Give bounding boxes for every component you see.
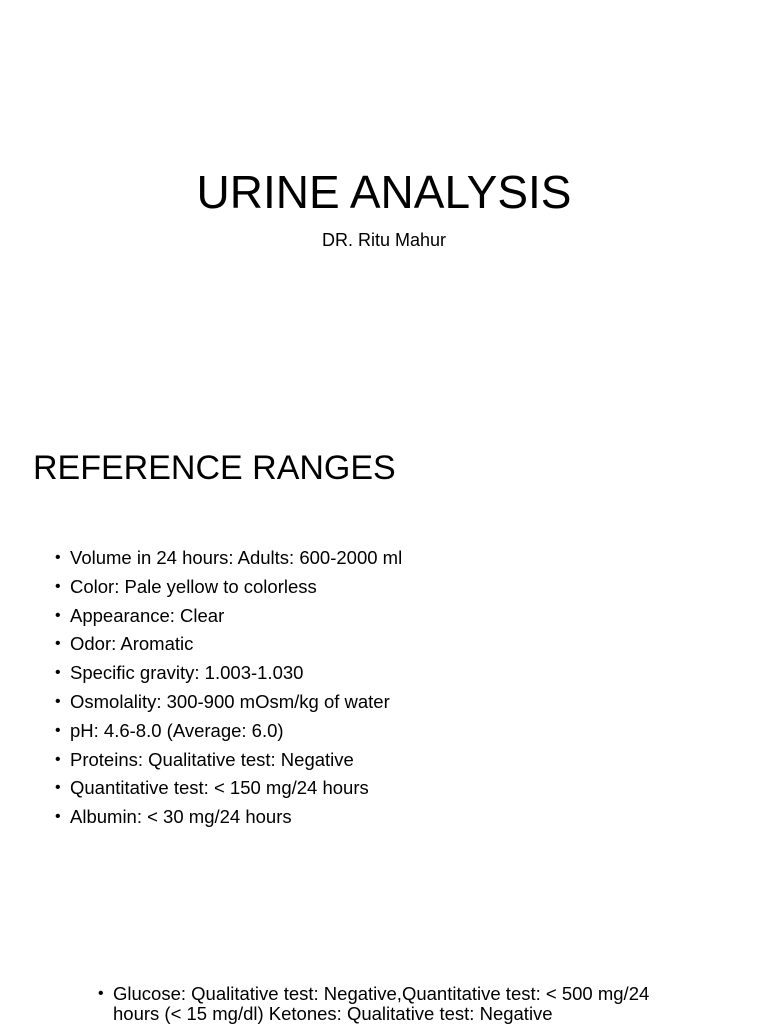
- bullet-icon: •: [98, 985, 104, 1002]
- page-title: URINE ANALYSIS: [196, 166, 572, 218]
- bullet-icon: •: [55, 635, 61, 653]
- list-item: [55, 717, 402, 746]
- reference-ranges-slide: [0, 384, 768, 960]
- author-name: DR. Ritu Mahur: [321, 230, 447, 250]
- list-item-text: pH: 4.6-8.0 (Average: 6.0): [70, 719, 284, 741]
- list-item: [55, 803, 402, 832]
- list-item: [55, 688, 402, 717]
- reference-ranges-list: [55, 544, 402, 832]
- bullet-icon: •: [55, 750, 61, 768]
- list-item: [55, 630, 402, 659]
- bullet-icon: •: [55, 549, 61, 566]
- bullet-icon: •: [55, 808, 61, 826]
- bullet-icon: •: [55, 664, 61, 682]
- glucose-ketones-list: [98, 984, 698, 1024]
- list-item-text: Proteins: Qualitative test: Negative: [70, 748, 354, 770]
- list-item-text: Volume in 24 hours: Adults: 600-2000 ml: [70, 547, 403, 568]
- list-item: [55, 602, 402, 631]
- bullet-icon: •: [55, 606, 61, 624]
- list-item: [55, 573, 402, 602]
- list-item-text: Albumin: < 30 mg/24 hours: [70, 806, 292, 828]
- list-item: [98, 984, 698, 1024]
- title-slide: [0, 0, 768, 384]
- bullet-icon: •: [55, 721, 61, 739]
- list-item-text: Quantitative test: < 150 mg/24 hours: [70, 777, 369, 799]
- list-item-text: Osmolality: 300-900 mOsm/kg of water: [70, 690, 390, 712]
- bullet-icon: •: [55, 577, 61, 595]
- list-item: [55, 774, 402, 803]
- list-item-text: Glucose: Qualitative test: Negative,Quantitative test: < 500 mg/24 hours (< 15 mg/dl) Ketones: Qualitative test: Negative: [113, 983, 650, 1024]
- list-item: [55, 659, 402, 688]
- bullet-icon: •: [55, 779, 61, 797]
- list-item-text: Odor: Aromatic: [70, 633, 194, 655]
- list-item: [55, 746, 402, 775]
- list-item-text: Appearance: Clear: [70, 604, 225, 626]
- list-item-text: Specific gravity: 1.003-1.030: [70, 662, 304, 684]
- list-item: [55, 544, 402, 573]
- bullet-icon: •: [55, 692, 61, 710]
- section-title: REFERENCE RANGES: [33, 449, 396, 487]
- list-item-text: Color: Pale yellow to colorless: [70, 575, 317, 597]
